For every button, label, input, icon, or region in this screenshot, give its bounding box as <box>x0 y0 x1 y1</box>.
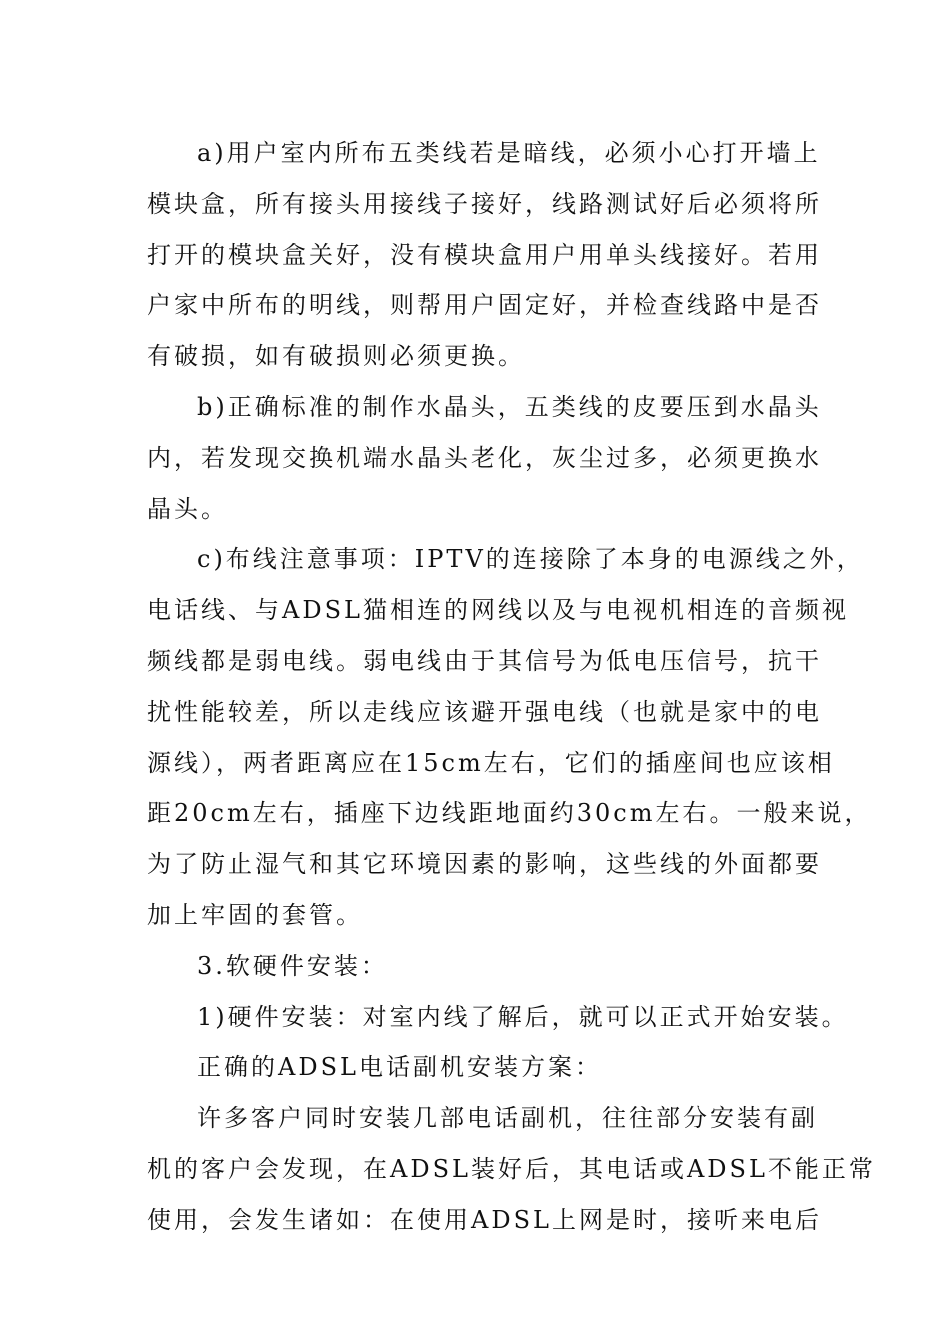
text-line: 有破损，如有破损则必须更换。 <box>147 342 525 371</box>
text-line: 加上牢固的套管。 <box>147 900 363 929</box>
text-line: 使用，会发生诸如：在使用ADSL上网是时，接听来电后 <box>147 1205 822 1234</box>
text-line: 距20cm左右，插座下边线距地面约30cm左右。一般来说， <box>147 799 872 828</box>
text-line: c)布线注意事项：IPTV的连接除了本身的电源线之外， <box>197 545 864 574</box>
text-line: 频线都是弱电线。弱电线由于其信号为低电压信号，抗干 <box>147 646 822 675</box>
text-line: 1)硬件安装：对室内线了解后，就可以正式开始安装。 <box>197 1002 849 1031</box>
text-line: 正确的ADSL电话副机安装方案： <box>197 1053 602 1082</box>
text-line: b)正确标准的制作水晶头，五类线的皮要压到水晶头 <box>197 392 822 421</box>
text-line: a)用户室内所布五类线若是暗线，必须小心打开墙上 <box>197 139 821 167</box>
text-line: 内，若发现交换机端水晶头老化，灰尘过多，必须更换水 <box>147 443 822 472</box>
text-line: 打开的模块盒关好，没有模块盒用户用单头线接好。若用 <box>147 240 822 269</box>
text-line: 电话线、与ADSL猫相连的网线以及与电视机相连的音频视 <box>147 596 849 625</box>
text-line: 户家中所布的明线，则帮用户固定好，并检查线路中是否 <box>147 291 822 320</box>
text-line: 模块盒，所有接头用接线子接好，线路测试好后必须将所 <box>147 189 822 218</box>
text-line: 源线），两者距离应在15cm左右，它们的插座间也应该相 <box>147 748 835 777</box>
text-line: 机的客户会发现，在ADSL装好后，其电话或ADSL不能正常 <box>147 1154 876 1183</box>
section-heading: 3.软硬件安装： <box>197 951 388 980</box>
text-line: 扰性能较差，所以走线应该避开强电线（也就是家中的电 <box>147 697 822 726</box>
text-line: 为了防止湿气和其它环境因素的影响，这些线的外面都要 <box>147 850 822 879</box>
text-line: 晶头。 <box>147 494 228 523</box>
document-body <box>147 128 876 1246</box>
text-line: 许多客户同时安装几部电话副机，往往部分安装有副 <box>197 1104 818 1133</box>
